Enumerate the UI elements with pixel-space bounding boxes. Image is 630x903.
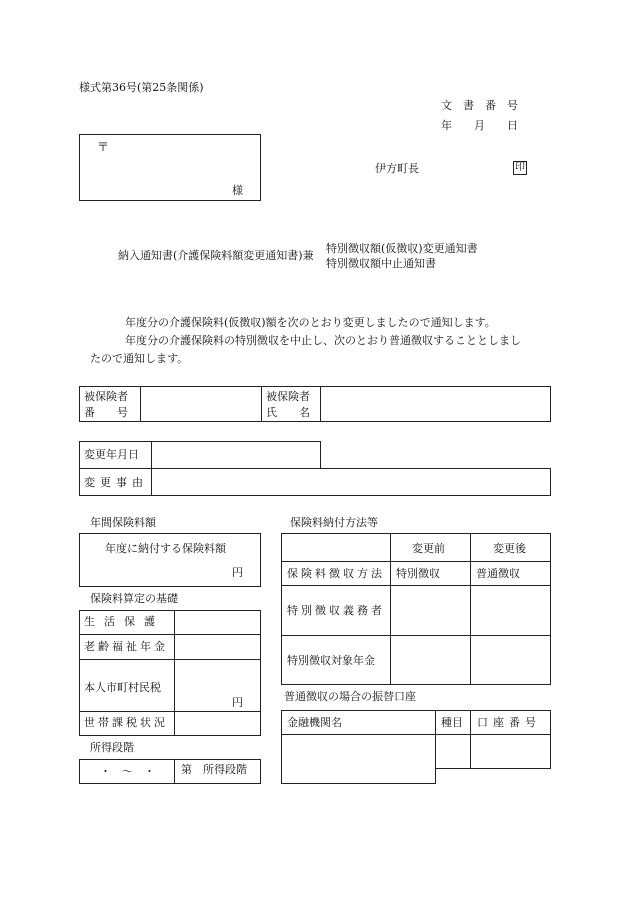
insured-name-label-2: 氏 名 bbox=[266, 406, 310, 419]
date-label: 年 月 日 bbox=[441, 119, 518, 132]
mayor-name: 伊方町長 bbox=[375, 162, 419, 175]
payment-method-label: 保険料徴収方法 bbox=[287, 567, 385, 580]
insured-number-label-2: 番 号 bbox=[84, 406, 128, 419]
insured-name-label-1: 被保険者 bbox=[266, 390, 310, 403]
body-para2b: たので通知します。 bbox=[90, 352, 189, 365]
title-line1: 特別徴収額(仮徴収)変更通知書 bbox=[326, 242, 478, 255]
postal-mark-icon: 〒 bbox=[97, 140, 110, 154]
basis-row-household: 世帯課税状況 bbox=[84, 716, 168, 729]
seal-icon: 印 bbox=[515, 162, 525, 173]
income-heading: 所得段階 bbox=[90, 741, 134, 754]
payment-method-before: 特別徴収 bbox=[396, 567, 440, 580]
change-reason-row bbox=[79, 468, 551, 496]
payment-heading: 保険料納付方法等 bbox=[290, 516, 378, 529]
basis-row-livelihood: 生活保護 bbox=[84, 615, 164, 628]
document-number-label: 文 書 番 号 bbox=[441, 99, 518, 112]
income-range: ・ ～ ・ bbox=[100, 765, 155, 778]
title-line2: 特別徴収額中止通知書 bbox=[326, 257, 436, 270]
bank-type-label: 種目 bbox=[441, 716, 463, 729]
annual-line: 年度に納付する保険料額 bbox=[105, 542, 226, 555]
change-date-label: 変更年月日 bbox=[84, 448, 139, 461]
annual-heading: 年間保険料額 bbox=[90, 516, 156, 529]
address-honorific: 様 bbox=[232, 184, 243, 197]
bank-account-label: 口座番号 bbox=[477, 716, 541, 729]
payment-col-after: 変更後 bbox=[493, 542, 526, 555]
body-para2a: 年度分の介護保険料の特別徴収を中止し、次のとおり普通徴収することとしまし bbox=[125, 334, 521, 347]
bank-account-cell bbox=[470, 734, 551, 769]
insured-number-label-1: 被保険者 bbox=[84, 390, 128, 403]
basis-row-pension: 老齢福祉年金 bbox=[84, 640, 168, 653]
bank-heading: 普通徴収の場合の振替口座 bbox=[284, 690, 416, 703]
body-para1: 年度分の介護保険料(仮徴収)額を次のとおり変更しましたので通知します。 bbox=[125, 316, 496, 329]
bank-type-cell bbox=[435, 734, 471, 769]
title-main: 納入通知書(介護保険料額変更通知書)兼 bbox=[118, 249, 314, 262]
income-stage: 第 所得段階 bbox=[181, 763, 247, 776]
change-reason-label: 変更事由 bbox=[84, 476, 148, 489]
bank-institution-cell bbox=[281, 734, 436, 784]
payment-pension-label: 特別徴収対象年金 bbox=[287, 654, 375, 667]
annual-unit: 円 bbox=[232, 566, 243, 579]
basis-row-tax: 本人市町村民税 bbox=[84, 681, 161, 694]
bank-institution-label: 金融機関名 bbox=[287, 716, 342, 729]
basis-unit: 円 bbox=[232, 696, 243, 709]
payment-col-before: 変更前 bbox=[412, 542, 445, 555]
form-number: 様式第36号(第25条関係) bbox=[79, 81, 204, 94]
basis-heading: 保険料算定の基礎 bbox=[90, 592, 178, 605]
payment-method-after: 普通徴収 bbox=[476, 567, 520, 580]
payment-obligor-label: 特別徴収義務者 bbox=[287, 604, 385, 617]
insured-table bbox=[79, 386, 551, 422]
